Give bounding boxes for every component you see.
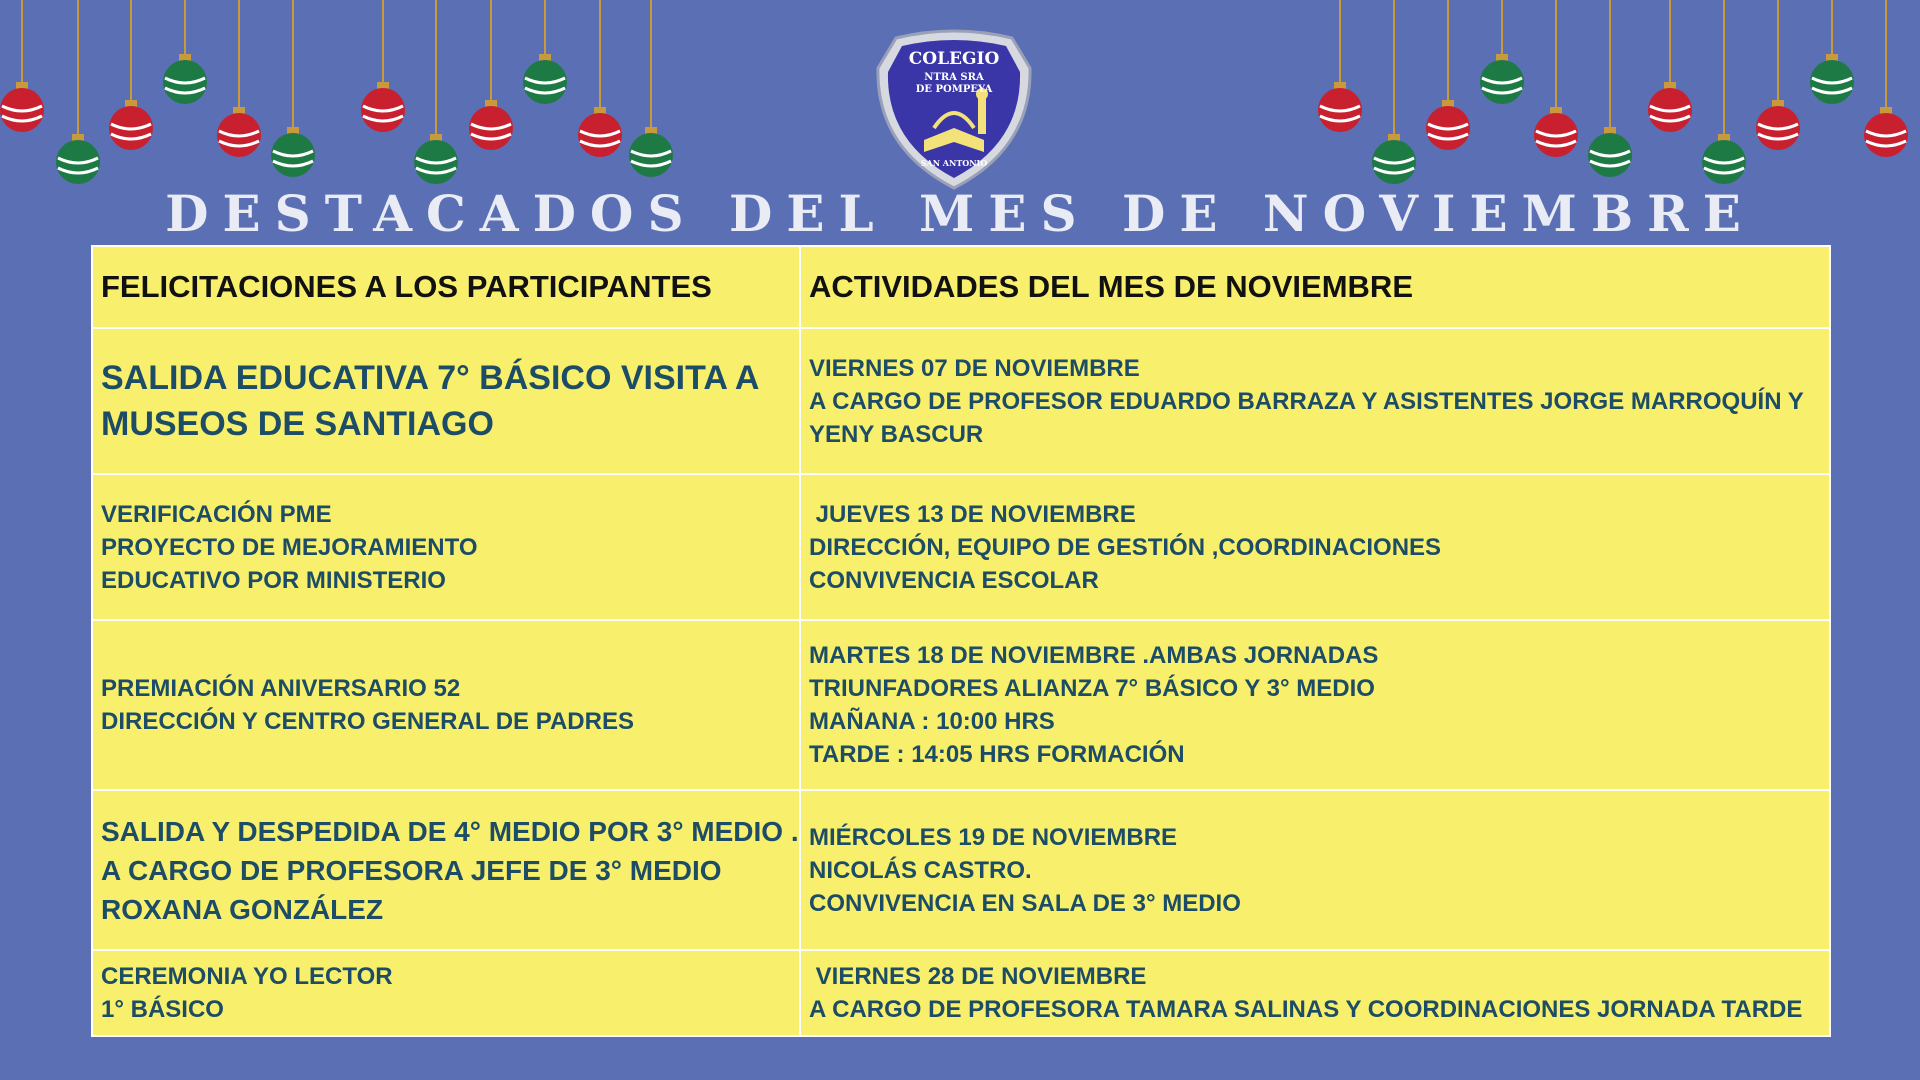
cell-line: JUEVES 13 DE NOVIEMBRE — [809, 500, 1136, 528]
cell-line: NICOLÁS CASTRO. — [809, 856, 1032, 884]
cell-line: PREMIACIÓN ANIVERSARIO 52 — [101, 675, 461, 702]
ornament-icon — [1372, 0, 1416, 184]
table-cell-right — [800, 950, 1830, 1036]
cell-line: VIERNES 07 DE NOVIEMBRE — [809, 354, 1140, 382]
logo-san-antonio-text: SAN ANTONIO — [920, 158, 988, 168]
ornament-icon — [1864, 0, 1908, 157]
logo-ntra-sra-text: NTRA SRA — [924, 72, 984, 83]
table-row — [92, 790, 1830, 950]
cell-line: ROXANA GONZÁLEZ — [101, 893, 384, 925]
cell-line: MUSEOS DE SANTIAGO — [101, 405, 494, 443]
cell-line: DIRECCIÓN Y CENTRO GENERAL DE PADRES — [101, 708, 634, 735]
logo-college-text: COLEGIO — [908, 49, 1000, 69]
table-row — [92, 950, 1830, 1036]
ornament-icon — [361, 0, 405, 132]
ornament-icon — [163, 0, 207, 104]
table-header-row — [92, 246, 1830, 328]
cell-line: SALIDA EDUCATIVA 7° BÁSICO VISITA A — [101, 359, 760, 397]
cell-line: DIRECCIÓN, EQUIPO DE GESTIÓN ,COORDINACIONES — [809, 533, 1442, 561]
school-crest-logo — [874, 28, 1034, 192]
cell-line: EDUCATIVO POR MINISTERIO — [101, 566, 446, 594]
ornament-icon — [109, 0, 153, 150]
logo-pompeya-text: DE POMPEYA — [915, 84, 993, 95]
cell-line: PROYECTO DE MEJORAMIENTO — [101, 533, 478, 561]
cell-line: 1° BÁSICO — [101, 996, 224, 1023]
ornament-icon — [1648, 0, 1692, 132]
ornament-icon — [1756, 0, 1800, 150]
ornament-icon — [1588, 0, 1632, 177]
cell-line: MARTES 18 DE NOVIEMBRE .AMBAS JORNADAS — [809, 642, 1379, 669]
ornament-icon — [629, 0, 673, 177]
cell-line: A CARGO DE PROFESORA TAMARA SALINAS Y COORDINACIONES JORNADA TARDE — [809, 996, 1803, 1023]
table-cell-right — [800, 790, 1830, 950]
ornament-icon — [578, 0, 622, 157]
ornament-icon — [1318, 0, 1362, 132]
cell-line: A CARGO DE PROFESOR EDUARDO BARRAZA Y ASISTENTES JORGE MARROQUÍN Y — [809, 387, 1804, 415]
table-cell-left — [92, 950, 800, 1036]
table-cell-left — [92, 790, 800, 950]
cell-line: CONVIVENCIA ESCOLAR — [809, 566, 1099, 594]
table-cell-right — [800, 328, 1830, 474]
table-row — [92, 474, 1830, 620]
table-cell-left — [92, 474, 800, 620]
page-title: DESTACADOS DEL MES DE NOVIEMBRE — [165, 184, 1755, 243]
cell-line: YENY BASCUR — [809, 420, 984, 448]
table-row — [92, 620, 1830, 790]
ornament-icon — [217, 0, 261, 157]
cell-line: SALIDA Y DESPEDIDA DE 4° MEDIO POR 3° MEDIO . — [101, 815, 799, 847]
cell-line: MAÑANA : 10:00 HRS — [809, 708, 1055, 735]
cell-line: VERIFICACIÓN PME — [101, 500, 332, 528]
ornament-icon — [1480, 0, 1524, 104]
cell-line: A CARGO DE PROFESORA JEFE DE 3° MEDIO — [101, 854, 722, 886]
table-cell-left — [92, 620, 800, 790]
cell-line: TRIUNFADORES ALIANZA 7° BÁSICO Y 3° MEDIO — [809, 675, 1375, 702]
cell-line: CONVIVENCIA EN SALA DE 3° MEDIO — [809, 889, 1241, 917]
table-cell-left — [92, 328, 800, 474]
ornament-icon — [271, 0, 315, 177]
cell-line: MIÉRCOLES 19 DE NOVIEMBRE — [809, 823, 1178, 851]
table-row — [92, 328, 1830, 474]
ornament-icon — [1702, 0, 1746, 184]
ornament-icon — [414, 0, 458, 184]
ornament-icon — [1426, 0, 1470, 150]
cell-line: TARDE : 14:05 HRS FORMACIÓN — [809, 741, 1185, 768]
cell-line: VIERNES 28 DE NOVIEMBRE — [809, 963, 1147, 990]
ornament-icon — [469, 0, 513, 150]
cell-line: CEREMONIA YO LECTOR — [101, 963, 393, 990]
ornament-icon — [56, 0, 100, 184]
november-highlights-table — [91, 245, 1831, 1037]
table-cell-right — [800, 620, 1830, 790]
header-actividades: ACTIVIDADES DEL MES DE NOVIEMBRE — [800, 246, 1830, 328]
ornament-icon — [1810, 0, 1854, 104]
ornament-icon — [523, 0, 567, 104]
ornament-icon — [0, 0, 44, 132]
ornament-icon — [1534, 0, 1578, 157]
table-cell-right — [800, 474, 1830, 620]
header-felicitaciones: FELICITACIONES A LOS PARTICIPANTES — [92, 246, 800, 328]
